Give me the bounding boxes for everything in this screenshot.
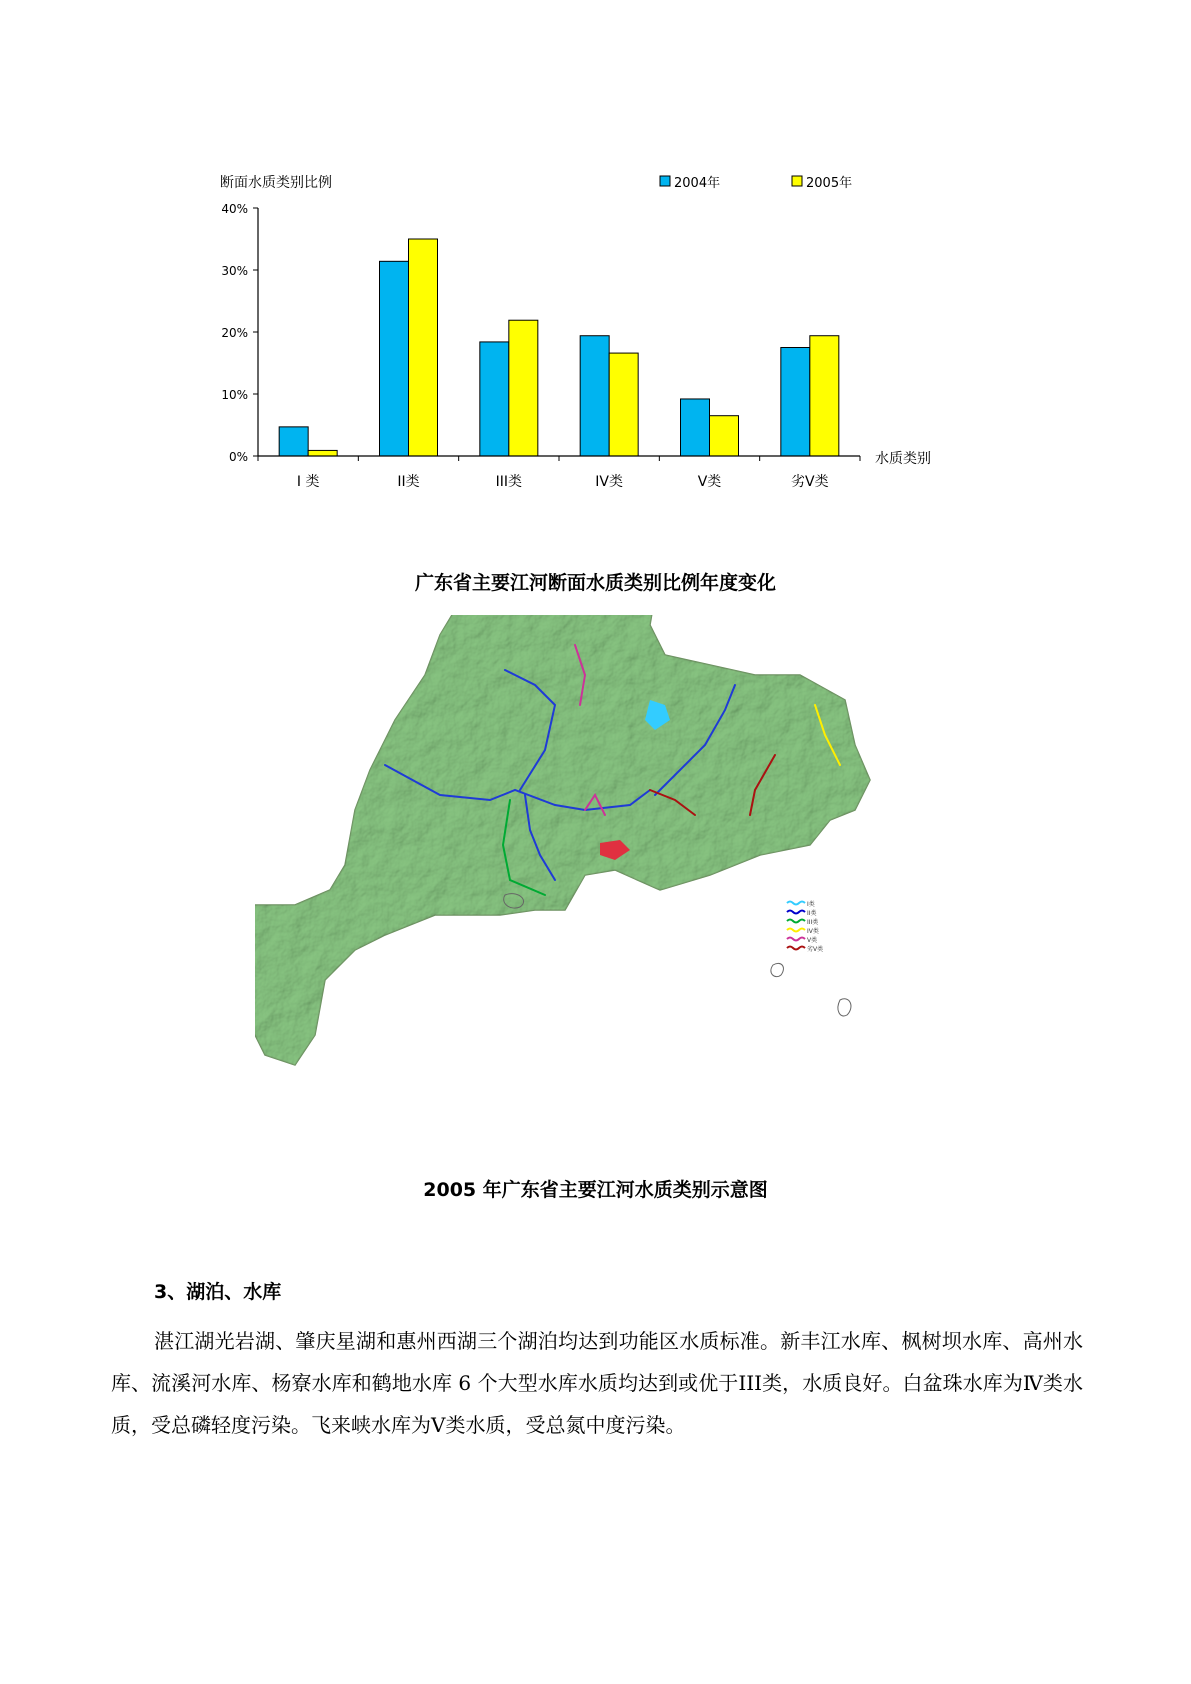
y-axis [221, 202, 258, 464]
bar-2004年 [580, 336, 609, 456]
chart-legend [660, 175, 852, 191]
legend-label: 2005年 [806, 176, 853, 191]
legend-swatch [792, 176, 802, 186]
x-tick-label: 劣V类 [791, 474, 829, 490]
x-tick-label: V类 [697, 474, 722, 490]
island [771, 963, 784, 976]
bar-2005年 [308, 450, 337, 456]
x-axis [258, 456, 860, 490]
bar-2004年 [681, 399, 710, 456]
bar-2005年 [409, 239, 438, 456]
bar-2005年 [609, 353, 638, 456]
map-legend-swatch [787, 947, 805, 950]
chart-caption: 广东省主要江河断面水质类别比例年度变化 [414, 572, 776, 594]
x-tick-label: III类 [495, 474, 523, 490]
bar-2004年 [480, 342, 509, 456]
y-axis-title: 断面水质类别比例 [220, 175, 332, 191]
y-tick-label: 40% [221, 202, 248, 216]
map-legend-label: III类 [807, 919, 819, 926]
map-legend-label: II类 [807, 910, 817, 917]
map-legend-swatch [787, 920, 805, 923]
island [838, 999, 851, 1016]
y-tick-label: 30% [221, 264, 248, 278]
y-tick-label: 20% [221, 326, 248, 340]
legend-label: 2004年 [674, 176, 721, 191]
bar-group [279, 239, 839, 456]
legend-swatch [660, 176, 670, 186]
bar-2005年 [509, 320, 538, 456]
map-legend-label: I类 [807, 901, 815, 908]
bar-2004年 [380, 261, 409, 456]
map-legend-label: IV类 [807, 928, 819, 935]
bar-2004年 [781, 348, 810, 457]
water-quality-bar-chart [220, 175, 1020, 520]
terrain-shading [255, 615, 870, 1065]
map-legend-swatch [787, 911, 805, 914]
map-legend [787, 900, 823, 953]
bar-2005年 [710, 416, 739, 456]
map-legend-swatch [787, 929, 805, 932]
guangdong-river-quality-map [255, 615, 960, 1145]
map-legend-swatch [787, 938, 805, 941]
y-tick-label: 10% [221, 388, 248, 402]
map-legend-label: V类 [807, 937, 818, 944]
bar-2004年 [279, 427, 308, 456]
map-legend-swatch [787, 902, 805, 905]
section-heading: 3、湖泊、水库 [154, 1281, 282, 1303]
map-caption: 2005 年广东省主要江河水质类别示意图 [423, 1179, 768, 1201]
y-tick-label: 0% [228, 450, 248, 464]
bar-2005年 [810, 336, 839, 456]
map-legend-label: 劣V类 [807, 946, 824, 953]
x-tick-label: I 类 [296, 474, 320, 490]
section-paragraph: 湛江湖光岩湖、肇庆星湖和惠州西湖三个湖泊均达到功能区水质标准。新丰江水库、枫树坝水库、高州水库、流溪河水库、杨寮水库和鹤地水库 6 个大型水库水质均达到或优于III类，水质良好。白盆珠水库为Ⅳ类水质，受总磷轻度污染。飞来峡水库为Ⅴ类水质，受总氮中度污染。 [111, 1329, 1083, 1437]
x-axis-title: 水质类别 [875, 451, 931, 467]
x-tick-label: IV类 [595, 474, 624, 490]
x-tick-label: II类 [397, 474, 420, 490]
